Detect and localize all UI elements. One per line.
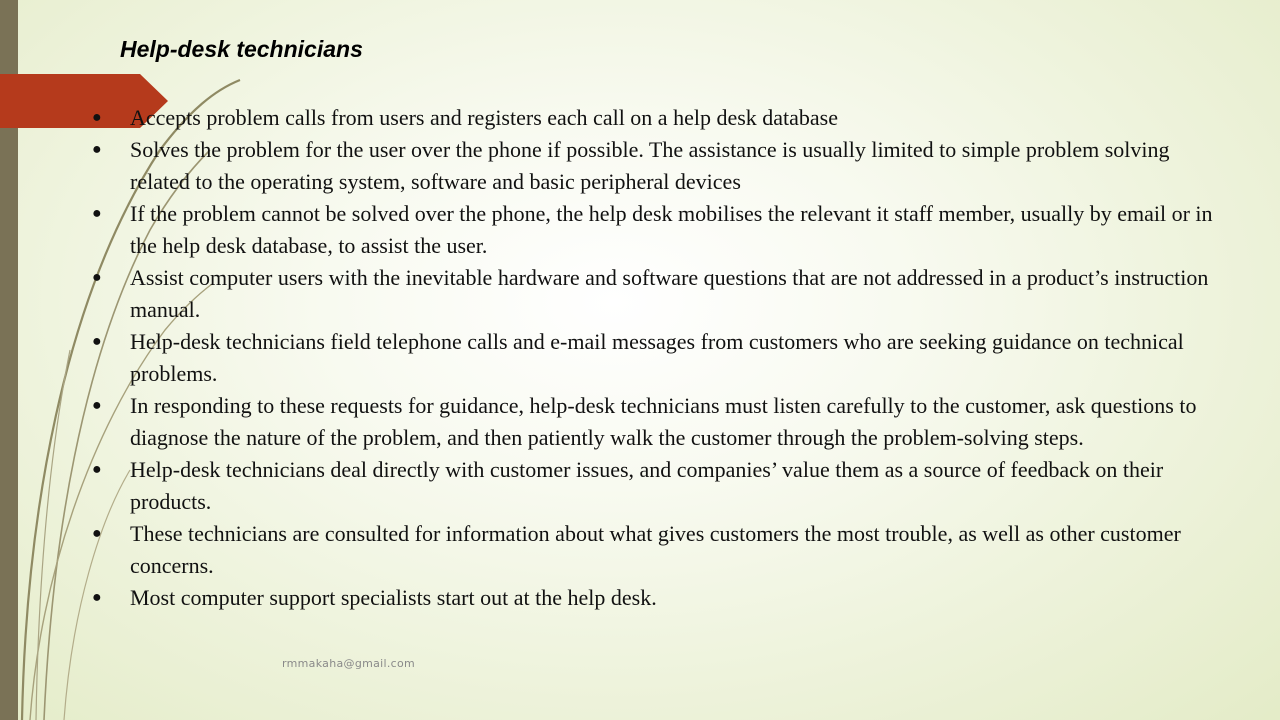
bullet-item <box>90 390 1230 454</box>
bullet-dot-icon: ● <box>92 269 102 286</box>
bullet-text: Help-desk technicians field telephone calls and e-mail messages from customers who are seeking guidance on technical problems. <box>130 329 1184 386</box>
bullet-dot-icon: ● <box>92 205 102 222</box>
bullet-dot-icon: ● <box>92 109 102 126</box>
bullet-text: Most computer support specialists start out at the help desk. <box>130 585 657 610</box>
slide-title: Help-desk technicians <box>120 36 363 62</box>
bullet-text: In responding to these requests for guidance, help-desk technicians must listen carefully to the customer, ask questions to diagnose the nature of the problem, and then patiently walk the customer through the problem-solving steps. <box>130 393 1197 450</box>
bullet-dot-icon: ● <box>92 141 102 158</box>
bullet-text: Solves the problem for the user over the phone if possible. The assistance is usually limited to simple problem solving related to the operating system, software and basic peripheral devices <box>130 137 1170 194</box>
bullet-item <box>90 262 1230 326</box>
bullet-text: Assist computer users with the inevitable hardware and software questions that are not addressed in a product’s instruction manual. <box>130 265 1209 322</box>
bullet-item <box>90 134 1230 198</box>
bullet-text: If the problem cannot be solved over the phone, the help desk mobilises the relevant it staff member, usually by email or in the help desk database, to assist the user. <box>130 201 1213 258</box>
bullet-item <box>90 326 1230 390</box>
bullet-text: Accepts problem calls from users and registers each call on a help desk database <box>130 105 839 130</box>
bullet-item <box>90 454 1230 518</box>
bullet-dot-icon: ● <box>92 333 102 350</box>
bullet-list <box>90 102 1230 614</box>
bullet-text: These technicians are consulted for information about what gives customers the most trouble, as well as other customer concerns. <box>130 521 1181 578</box>
bullet-dot-icon: ● <box>92 397 102 414</box>
bullet-item <box>90 102 1230 134</box>
bullet-dot-icon: ● <box>92 461 102 478</box>
bullet-item <box>90 198 1230 262</box>
footer-email: rmmakaha@gmail.com <box>282 657 416 670</box>
bullet-item <box>90 582 1230 614</box>
bullet-dot-icon: ● <box>92 589 102 606</box>
bullet-dot-icon: ● <box>92 525 102 542</box>
bullet-item <box>90 518 1230 582</box>
bullet-text: Help-desk technicians deal directly with customer issues, and companies’ value them as a source of feedback on their products. <box>130 457 1164 514</box>
